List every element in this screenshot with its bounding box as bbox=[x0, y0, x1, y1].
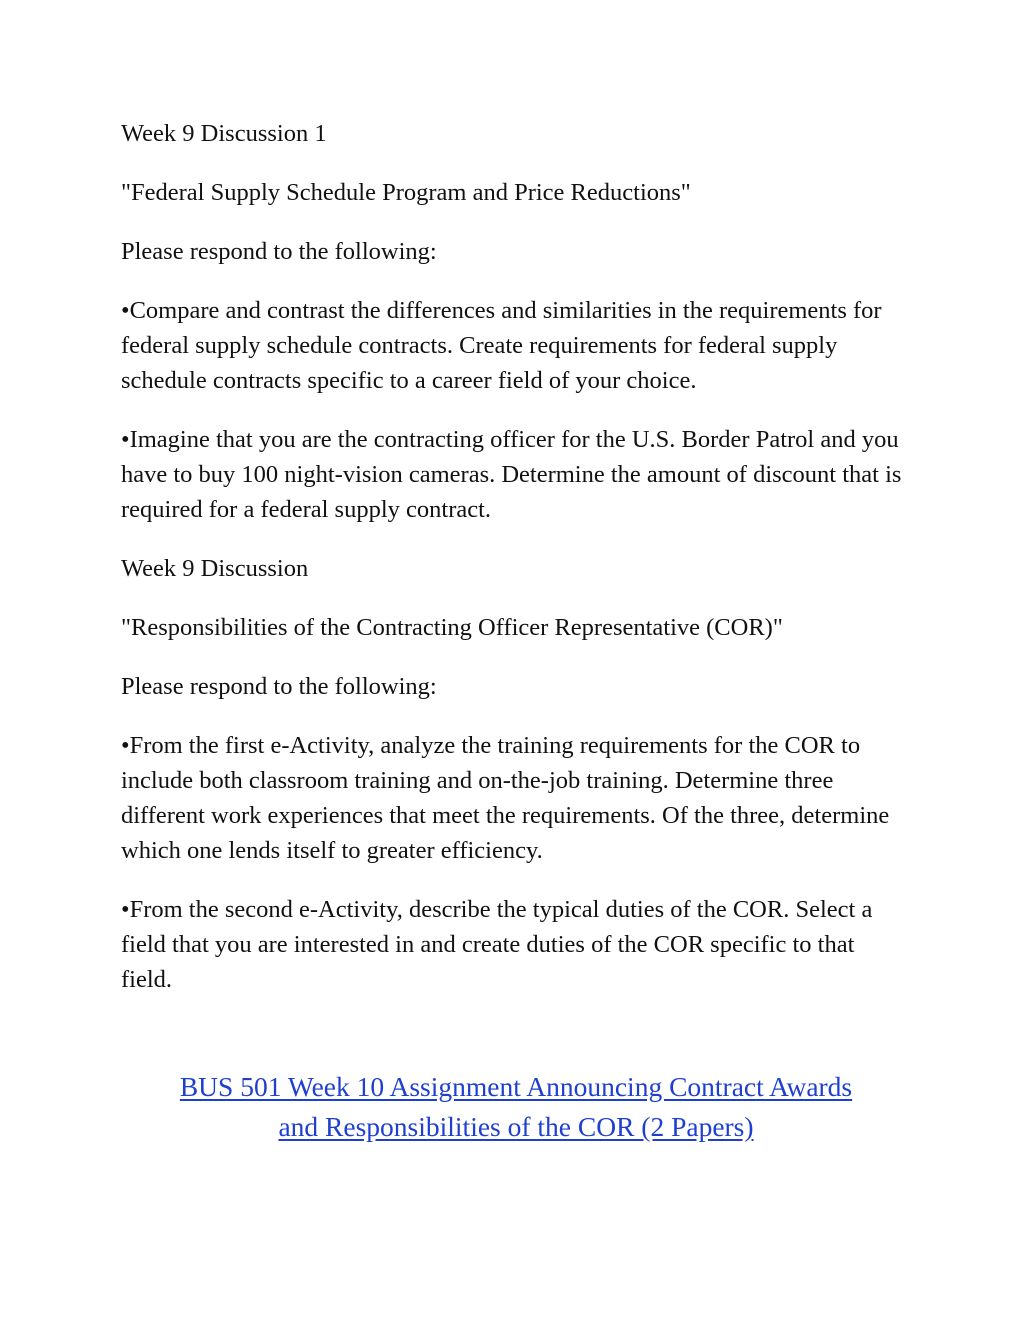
assignment-link-block bbox=[121, 1067, 911, 1147]
discussion-1-heading: Week 9 Discussion 1 bbox=[121, 120, 327, 147]
assignment-link-line-2: and Responsibilities of the COR (2 Papers) bbox=[278, 1111, 754, 1142]
document-page bbox=[121, 116, 911, 1147]
discussion-2-bullet-2: •From the second e-Activity, describe the typical duties of the COR. Select a field that you are interested in and create duties of the COR specific to that field. bbox=[121, 896, 873, 993]
discussion-2-title: "Responsibilities of the Contracting Officer Representative (COR)" bbox=[121, 614, 783, 641]
discussion-1-bullet-2: •Imagine that you are the contracting officer for the U.S. Border Patrol and you have to buy 100 night-vision cameras. Determine the amount of discount that is required for a federal supply contract. bbox=[121, 426, 902, 523]
assignment-link[interactable] bbox=[180, 1071, 852, 1142]
discussion-1-bullet-1: •Compare and contrast the differences and similarities in the requirements for federal supply schedule contracts. Create requirements for federal supply schedule contracts specific to a career field of your choice. bbox=[121, 297, 882, 394]
discussion-1-prompt: Please respond to the following: bbox=[121, 238, 437, 265]
discussion-1-title: "Federal Supply Schedule Program and Price Reductions" bbox=[121, 179, 691, 206]
discussion-2-heading: Week 9 Discussion bbox=[121, 555, 309, 582]
discussion-2-bullet-1: •From the first e-Activity, analyze the training requirements for the COR to include both classroom training and on-the-job training. Determine three different work experiences that meet the requirements. Of the three, determine which one lends itself to greater efficiency. bbox=[121, 732, 890, 864]
discussion-2-prompt: Please respond to the following: bbox=[121, 673, 437, 700]
assignment-link-line-1: BUS 501 Week 10 Assignment Announcing Contract Awards bbox=[179, 1071, 853, 1102]
